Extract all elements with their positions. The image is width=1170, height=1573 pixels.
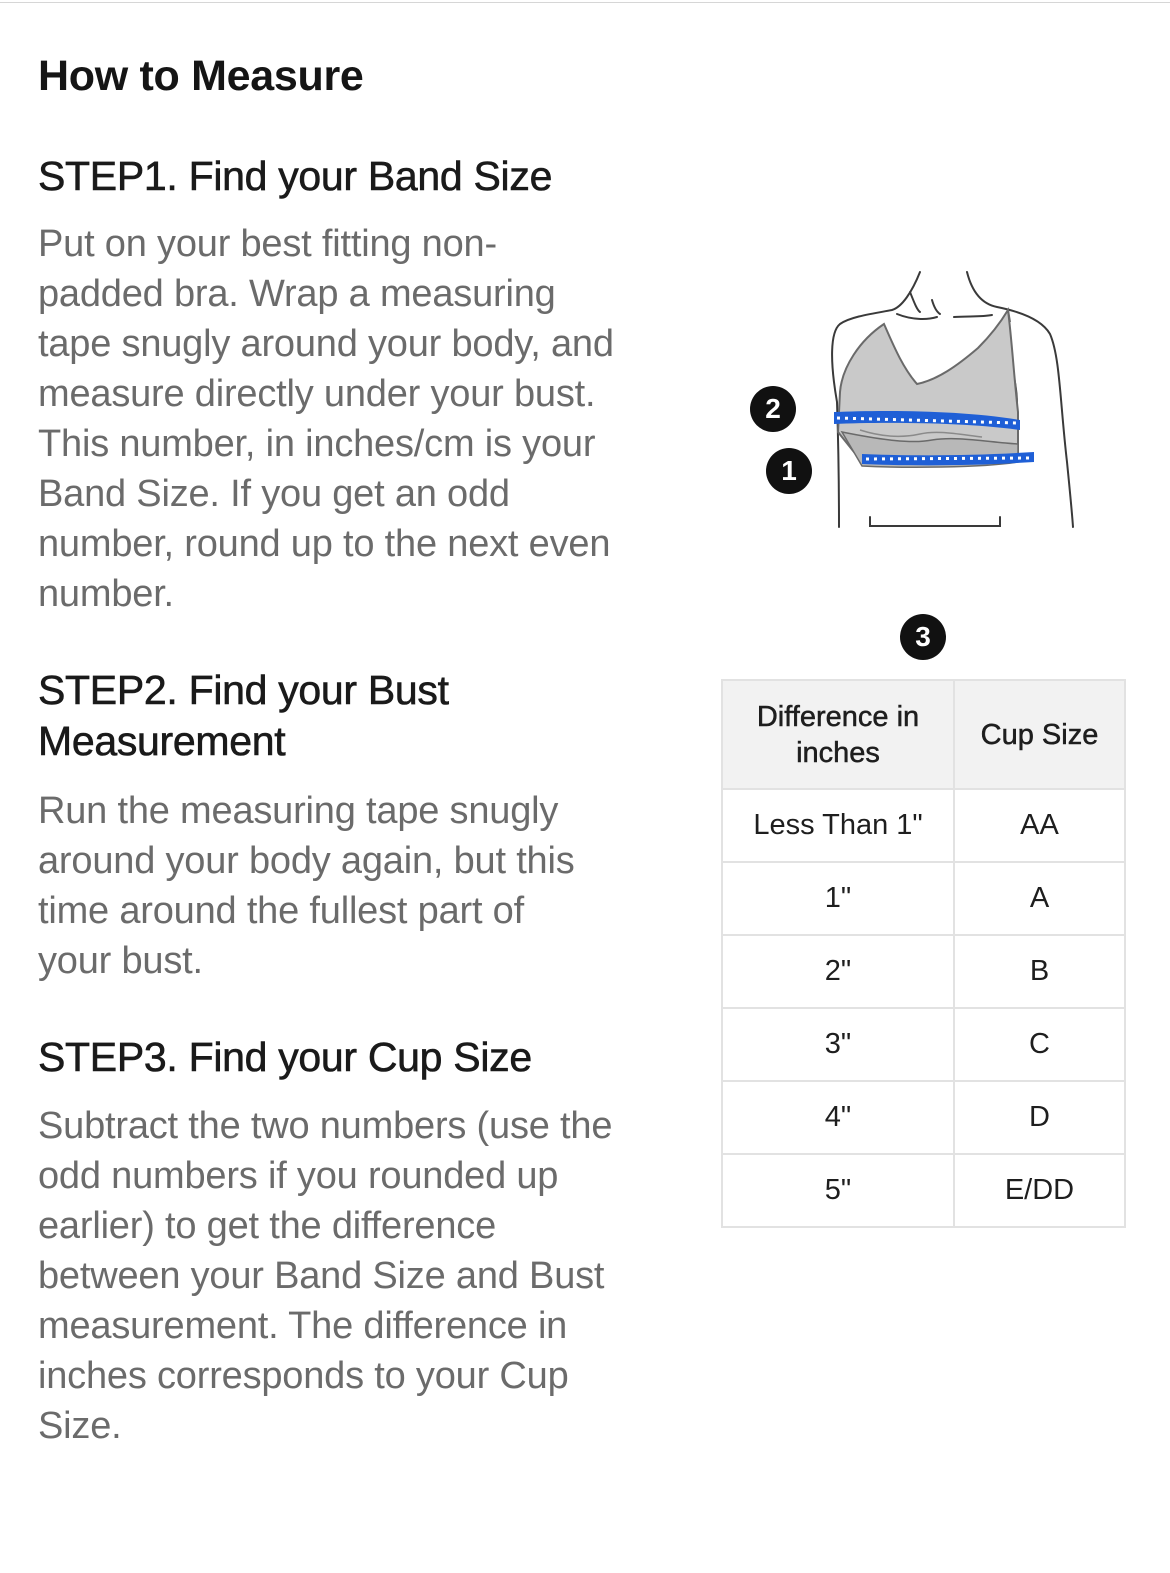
step1-line: number. (38, 573, 174, 615)
table-row (722, 862, 1125, 935)
cup-size-table (721, 679, 1126, 1228)
marker-1-badge: 1 (766, 448, 812, 494)
difference-header-line: Difference in (756, 700, 920, 733)
difference-cell: 1" (722, 862, 954, 935)
step2-heading-line: Measurement (38, 718, 286, 764)
step3-line: between your Band Size and Bust (38, 1255, 605, 1297)
table-row (722, 1081, 1125, 1154)
cup-cell: A (954, 862, 1125, 935)
cup-size-header: Cup Size (954, 680, 1125, 789)
table-row (722, 935, 1125, 1008)
step2-line: your bust. (38, 940, 203, 982)
bra-shape (838, 310, 1018, 467)
step3-text (38, 1101, 612, 1451)
step3-heading: STEP3. Find your Cup Size (38, 1034, 532, 1080)
table-row (722, 789, 1125, 862)
table-row (722, 1154, 1125, 1227)
difference-cell: 2" (722, 935, 954, 1008)
step1-line: This number, in inches/cm is your (38, 423, 596, 465)
step3-line: odd numbers if you rounded up (38, 1155, 559, 1197)
step3-line: Subtract the two numbers (use the (38, 1105, 613, 1147)
step2-line: around your body again, but this (38, 840, 575, 882)
top-divider (0, 2, 1170, 3)
step3-line: inches corresponds to your Cup (38, 1355, 569, 1397)
cup-cell: AA (954, 789, 1125, 862)
cup-cell: B (954, 935, 1125, 1008)
table-row (722, 1008, 1125, 1081)
step3-line: measurement. The difference in (38, 1305, 568, 1347)
difference-cell: 4" (722, 1081, 954, 1154)
cup-cell: C (954, 1008, 1125, 1081)
page-title: How to Measure (38, 52, 364, 100)
step2-heading (38, 665, 449, 767)
step1-heading: STEP1. Find your Band Size (38, 153, 553, 199)
cup-cell: D (954, 1081, 1125, 1154)
step2-heading-line: STEP2. Find your Bust (38, 667, 449, 713)
step1-line: padded bra. Wrap a measuring (38, 273, 556, 315)
step2-line: Run the measuring tape snugly (38, 790, 559, 832)
step3-line: earlier) to get the difference (38, 1205, 497, 1247)
step2-text (38, 786, 575, 986)
step1-line: Band Size. If you get an odd (38, 473, 510, 515)
step1-line: Put on your best fitting non- (38, 223, 497, 265)
table-header-row (722, 680, 1125, 789)
marker-2-badge: 2 (750, 386, 796, 432)
step1-line: number, round up to the next even (38, 523, 611, 565)
step1-line: measure directly under your bust. (38, 373, 596, 415)
step1-text (38, 219, 614, 619)
difference-cell: Less Than 1" (722, 789, 954, 862)
difference-header-line: inches (796, 736, 880, 769)
step1-line: tape snugly around your body, and (38, 323, 614, 365)
step2-line: time around the fullest part of (38, 890, 524, 932)
difference-header (722, 680, 954, 789)
marker-3-badge: 3 (900, 614, 946, 660)
difference-cell: 5" (722, 1154, 954, 1227)
step3-line: Size. (38, 1405, 122, 1447)
difference-cell: 3" (722, 1008, 954, 1081)
cup-cell: E/DD (954, 1154, 1125, 1227)
